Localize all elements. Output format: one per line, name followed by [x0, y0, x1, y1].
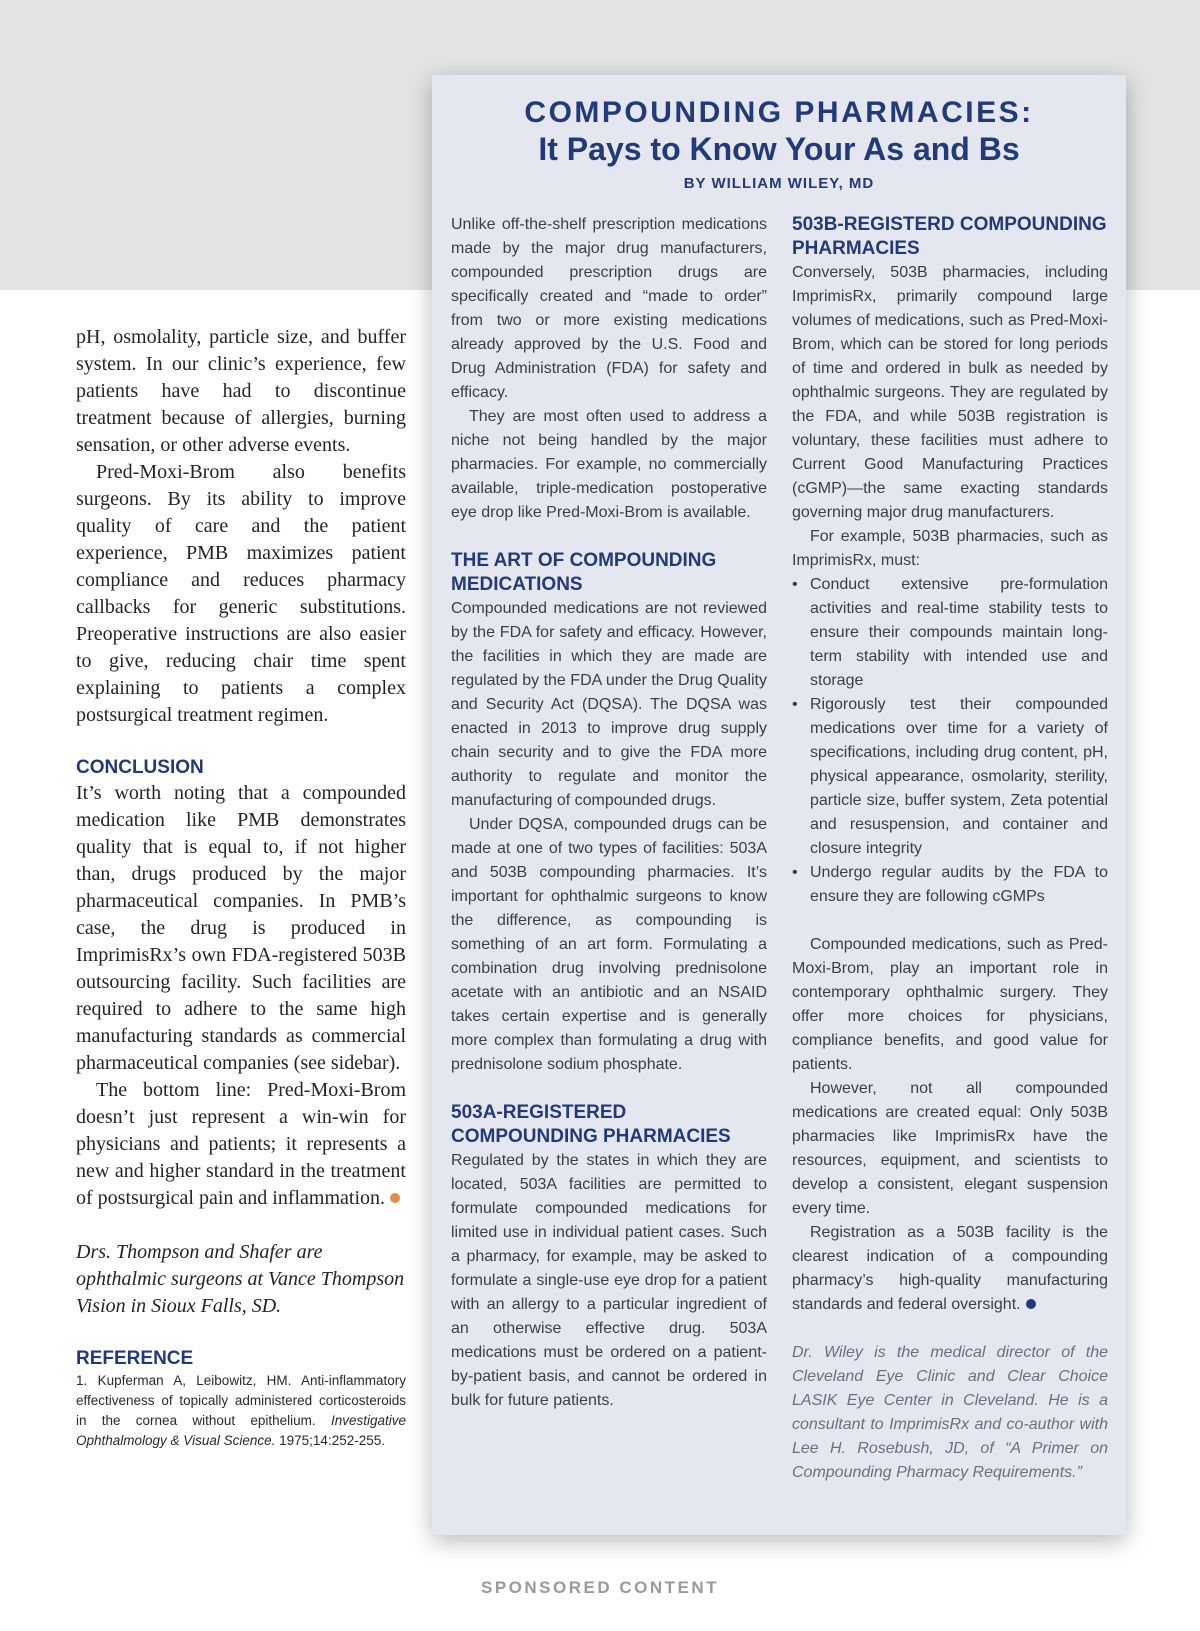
- paragraph: Compounded medications are not reviewed by the FDA for safety and efficacy. However, the facilities in which they are made are regulated by the FDA under the Drug Quality and Security Act (DQSA). The DQSA was enacted in 2013 to improve drug supply chain security and to give the FDA more authority to regulate and monitor the manufacturing of compounded drugs.: [451, 600, 767, 809]
- list-item: • Conduct extensive pre-formulation activities and real-time stability tests to ensure their compounds maintain long-term stability with intended use and storage: [792, 573, 1108, 693]
- paragraph: For example, 503B pharmacies, such as ImprimisRx, must:: [792, 528, 1108, 569]
- sidebar-byline: BY WILLIAM WILEY, MD: [683, 175, 875, 192]
- main-article-column: [76, 324, 406, 1451]
- paragraph: They are most often used to address a niche not being handled by the major pharmacies. For example, no commercially available, triple-medication postoperative eye drop like Pred-Moxi-Brom is available.: [451, 408, 767, 521]
- paragraph-text: Registration as a 503B facility is the clearest indication of a compounding pharmacy’s high-quality manufacturing standards and federal oversight.: [792, 1224, 1108, 1313]
- author-bio: Drs. Thompson and Shafer are ophthalmic surgeons at Vance Thompson Vision in Sioux Falls, SD.: [76, 1241, 405, 1317]
- paragraph: Conversely, 503B pharmacies, including ImprimisRx, primarily compound large volumes of medications, such as Pred-Moxi-Brom, which can be stored for long periods of time and ordered in bulk as needed by ophthalmic surgeons. They are regulated by the FDA, and while 503B registration is voluntary, these facilities must adhere to Current Good Manufacturing Practices (cGMP)—the same exacting standards governing major drug manufacturers.: [792, 264, 1108, 521]
- paragraph: [792, 1221, 1108, 1317]
- list-item: • Undergo regular audits by the FDA to ensure they are following cGMPs: [792, 861, 1108, 909]
- paragraph: pH, osmolality, particle size, and buffer system. In our clinic’s experience, few patients have had to discontinue treatment because of allergies, burning sensation, or other adverse events.: [76, 326, 406, 456]
- paragraph: Compounded medications, such as Pred-Moxi-Brom, play an important role in contemporary ophthalmic surgery. They offer more choices for physicians, compliance benefits, and good value for patients.: [792, 936, 1108, 1073]
- sidebar-box: [432, 75, 1126, 1535]
- paragraph: Unlike off-the-shelf prescription medications made by the major drug manufacturers, compounded prescription drugs are specifically created and “made to order” from two or more existing medications already approved by the U.S. Food and Drug Administration (FDA) for safety and efficacy.: [451, 216, 767, 401]
- reference-text: 1. Kupferman A, Leibowitz, HM. Anti-inflammatory effectiveness of topically administered corticosteroids in the cornea without epithelium.: [76, 1373, 406, 1428]
- sidebar-title: COMPOUNDING PHARMACIES:: [524, 96, 1034, 129]
- paragraph: Under DQSA, compounded drugs can be made at one of two types of facilities: 503A and 503B compounding pharmacies. It’s important for ophthalmic surgeons to know the difference, as compounding is something of an art form. Formulating a combination drug involving prednisolone acetate with an antibiotic and an NSAID takes certain expertise and is generally more complex than formulating a drug with prednisolone sodium phosphate.: [451, 816, 767, 1073]
- section-heading: 503B-REGISTERD COMPOUNDING PHARMACIES: [792, 214, 1107, 259]
- requirements-list: [792, 573, 1108, 909]
- reference-journal: Investigative Ophthalmology & Visual Science.: [76, 1413, 406, 1448]
- author-bio: Dr. Wiley is the medical director of the Cleveland Eye Clinic and Clear Choice LASIK Eye Center in Cleveland. He is a consultant to ImprimisRx and co-author with Lee H. Rosebush, JD, of “A Primer on Compounding Pharmacy Requirements.”: [792, 1344, 1108, 1481]
- paragraph: However, not all compounded medications are created equal: Only 503B pharmacies like ImprimisRx have the resources, equipment, and scientists to develop a consistent, elegant suspension every time.: [792, 1080, 1108, 1217]
- sponsored-content-label: SPONSORED CONTENT: [480, 1578, 720, 1597]
- reference-heading: REFERENCE: [76, 1348, 194, 1369]
- list-item: • Rigorously test their compounded medications over time for a variety of specifications, including drug content, pH, physical appearance, osmolarity, sterility, particle size, buffer system, Zeta potential and resuspension, and container and closure integrity: [792, 693, 1108, 861]
- sidebar-column-right: [792, 213, 1108, 1485]
- section-heading: THE ART OF COMPOUNDING MEDICATIONS: [451, 550, 717, 595]
- paragraph-text: The bottom line: Pred-Moxi-Brom doesn’t just represent a win-win for physicians and patients; it represents a new and higher standard in the treatment of postsurgical pain and inflammation.: [76, 1079, 406, 1209]
- reference-pages: 1975;14:252-255.: [279, 1433, 385, 1448]
- end-mark-icon: [1026, 1299, 1036, 1309]
- paragraph: It’s worth noting that a compounded medication like PMB demonstrates quality that is equal to, if not higher than, drugs produced by the major pharmaceutical companies. In PMB’s case, the drug is produced in ImprimisRx’s own FDA-registered 503B outsourcing facility. Such facilities are required to adhere to the same high manufacturing standards as commercial pharmaceutical companies (see sidebar).: [76, 782, 406, 1074]
- conclusion-heading: CONCLUSION: [76, 757, 204, 778]
- paragraph: [76, 1077, 406, 1212]
- sidebar-subtitle: It Pays to Know Your As and Bs: [538, 131, 1020, 167]
- paragraph: Regulated by the states in which they are located, 503A facilities are permitted to formulate compounded medications for limited use in individual patient cases. Such a pharmacy, for example, may be asked to formulate a single-use eye drop for a patient with an allergy to a particular ingredient of an otherwise effective drug. 503A medications must be ordered on a patient-by-patient basis, and cannot be ordered in bulk for future patients.: [451, 1152, 767, 1409]
- paragraph: Pred-Moxi-Brom also benefits surgeons. By its ability to improve quality of care and the patient experience, PMB maximizes patient compliance and reduces pharmacy callbacks for generic substitutions. Preoperative instructions are also easier to give, reducing chair time spent explaining to patients a complex postsurgical treatment regimen.: [76, 461, 406, 726]
- sidebar-column-left: [451, 213, 767, 1413]
- reference-entry: [76, 1371, 406, 1451]
- section-heading: 503A-REGISTERED COMPOUNDING PHARMACIES: [451, 1102, 731, 1147]
- end-mark-icon: [390, 1193, 400, 1203]
